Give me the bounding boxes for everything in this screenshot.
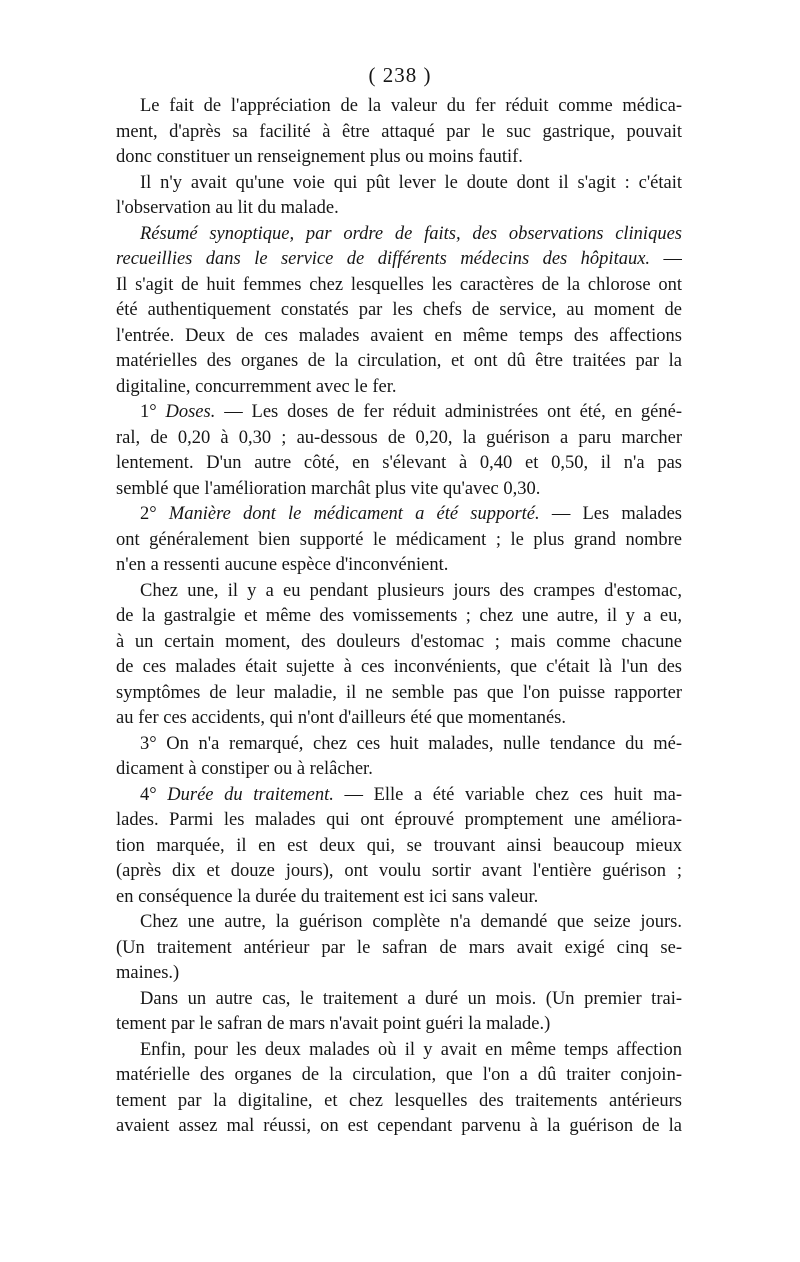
line-text: été authentiquement constatés par les chefs de service, au moment de [116,300,682,320]
text-line [116,706,682,732]
text-line [116,375,682,401]
text-line [116,936,682,962]
text-line [116,1114,682,1140]
text-line [116,247,682,273]
text-line [116,451,682,477]
section-number: 2° [140,504,169,524]
text-line [116,528,682,554]
line-text: — Les doses de fer réduit administrées ont été, en géné- [215,402,682,422]
line-text: ment, d'après sa facilité à être attaqué par le suc gastrique, pouvait [116,121,682,142]
text-line [116,171,682,197]
line-text: semblé que l'amélioration marchât plus vite qu'avec 0,30. [116,478,541,499]
line-text: de la gastralgie et même des vomissements ; chez une autre, il y a eu, [116,606,682,626]
italic-heading: Résumé synoptique, par ordre de faits, des observations cliniques [140,223,682,244]
line-text: Il s'agit de huit femmes chez lesquelles les caractères de la chlorose ont [116,274,682,295]
text-line [116,1089,682,1115]
line-text: lentement. D'un autre côté, en s'élevant à 0,40 et 0,50, il n'a pas [116,453,682,473]
line-text: (après dix et douze jours), ont voulu sortir avant l'entière guérison ; [116,861,682,881]
line-text: avaient assez mal réussi, on est cependant parvenu à la guérison de la [116,1116,682,1136]
text-line [116,426,682,452]
text-line [116,859,682,885]
page-number: ( 238 ) [368,63,432,87]
line-text: (Un traitement antérieur par le safran de mars avait exigé cinq se- [116,937,682,958]
line-text: matérielles des organes de la circulation, et ont dû être traitées par la [116,351,682,371]
line-text: — Les malades [539,504,682,524]
body-text [116,94,682,1140]
italic-heading: recueillies dans le service de différents médecins des hôpitaux. [116,249,651,269]
line-text: Chez une autre, la guérison complète n'a demandé que seize jours. [140,912,682,932]
text-line [116,757,682,783]
text-line [116,630,682,656]
text-line [116,987,682,1013]
text-line [116,120,682,146]
line-text: tement par le safran de mars n'avait point guéri la malade.) [116,1014,551,1034]
line-text: maines.) [116,963,180,983]
text-line [116,94,682,120]
text-line [116,502,682,528]
line-text: tion marquée, il en est deux qui, se trouvant ainsi beaucoup mieux [116,835,682,856]
text-line [116,604,682,630]
text-line [116,222,682,248]
text-line [116,885,682,911]
line-text: en conséquence la durée du traitement est ici sans valeur. [116,886,539,907]
text-line [116,477,682,503]
text-line [116,681,682,707]
line-text: ral, de 0,20 à 0,30 ; au-dessous de 0,20, la guérison a paru marcher [116,427,682,448]
line-text: n'en a ressenti aucune espèce d'inconvénient. [116,555,449,575]
line-text: ont généralement bien supporté le médicament ; le plus grand nombre [116,529,682,550]
italic-heading: Doses. [165,402,216,422]
line-text: Il n'y avait qu'une voie qui pût lever le doute dont il s'agit : c'était [140,172,682,193]
line-text: 3° On n'a remarqué, chez ces huit malades, nulle tendance du mé- [140,733,682,754]
text-line [116,808,682,834]
line-text: — Elle a été variable chez ces huit ma- [333,784,682,805]
text-line [116,145,682,171]
text-line [116,273,682,299]
line-text: l'entrée. Deux de ces malades avaient en même temps des affections [116,325,682,346]
text-line [116,834,682,860]
line-text: symptômes de leur maladie, il ne semble pas que l'on puisse rapporter [116,682,682,703]
line-text: Le fait de l'appréciation de la valeur du fer réduit comme médica- [140,96,682,116]
line-text: matérielle des organes de la circulation, que l'on a dû traiter conjoin- [116,1065,682,1085]
text-line [116,553,682,579]
text-line [116,1038,682,1064]
text-line [116,400,682,426]
text-line [116,655,682,681]
text-line [116,324,682,350]
italic-heading: Manière dont le médicament a été supporté. [168,504,540,524]
line-text: tement par la digitaline, et chez lesquelles des traitements antérieurs [116,1090,682,1111]
section-number: 1° [140,402,166,422]
text-line [116,579,682,605]
text-line [116,349,682,375]
line-text: digitaline, concurremment avec le fer. [116,376,397,397]
text-line [116,732,682,758]
line-text: de ces malades était sujette à ces inconvénients, que c'était là l'un des [116,657,682,677]
text-line [116,1012,682,1038]
italic-heading: Durée du traitement. [167,784,334,805]
line-text: Enfin, pour les deux malades où il y avait en même temps affection [140,1039,682,1060]
line-text: donc constituer un renseignement plus ou moins fautif. [116,147,523,167]
text-line [116,783,682,809]
line-text: Dans un autre cas, le traitement a duré un mois. (Un premier trai- [140,988,682,1009]
line-text: lades. Parmi les malades qui ont éprouvé promptement une améliora- [116,810,682,830]
line-text: — [650,249,682,269]
text-line [116,196,682,222]
line-text: à un certain moment, des douleurs d'estomac ; mais comme chacune [116,631,682,652]
text-line [116,1063,682,1089]
section-number: 4° [140,784,168,805]
line-text: au fer ces accidents, qui n'ont d'ailleurs été que momentanés. [116,708,566,728]
text-line [116,298,682,324]
line-text: l'observation au lit du malade. [116,198,339,218]
text-line [116,910,682,936]
line-text: Chez une, il y a eu pendant plusieurs jours des crampes d'estomac, [140,580,682,601]
text-line [116,961,682,987]
line-text: dicament à constiper ou à relâcher. [116,759,373,779]
